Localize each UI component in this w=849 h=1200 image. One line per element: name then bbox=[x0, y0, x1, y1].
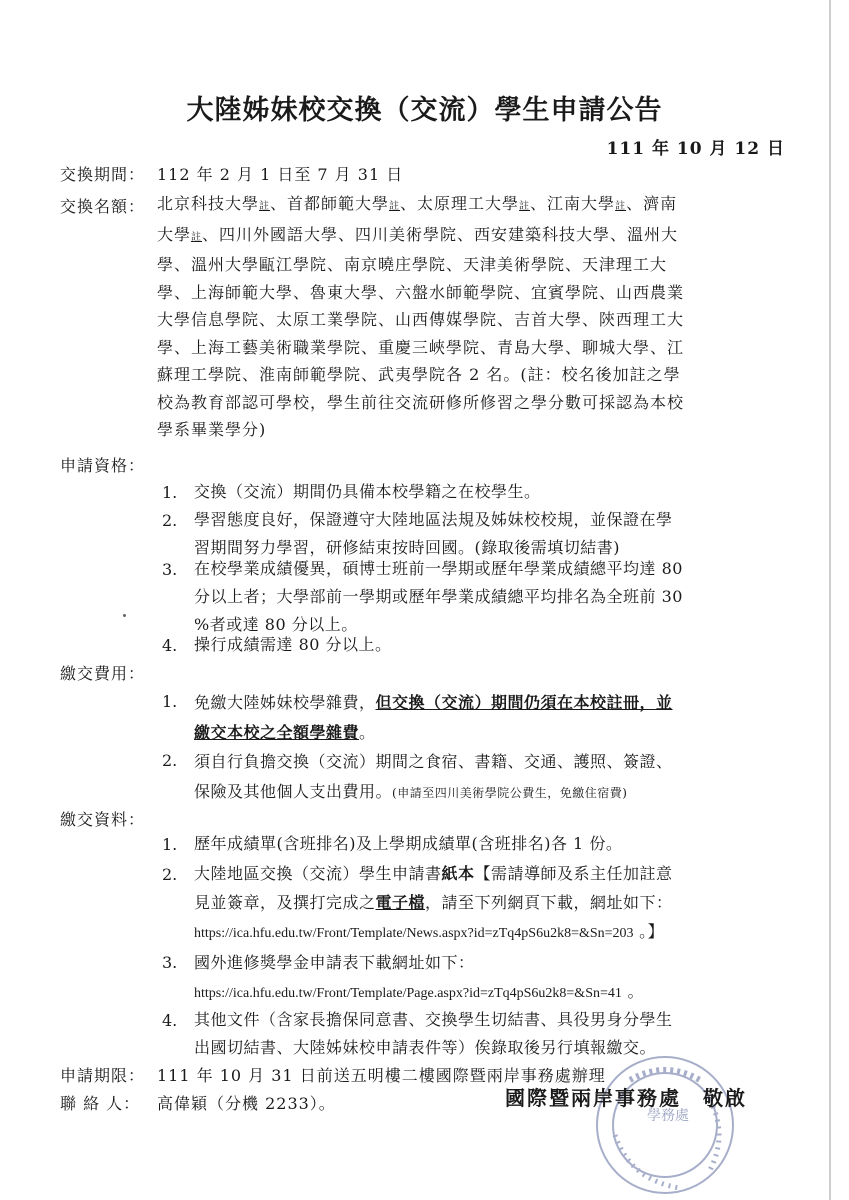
item-number: 3. bbox=[162, 953, 178, 972]
item-number: 2. bbox=[162, 865, 178, 884]
fee-waiver-text: 免繳大陸姊妹校學雜費， bbox=[194, 693, 376, 712]
item-text: 習期間努力學習，研修結束按時回國。(錄取後需填切結書) bbox=[194, 538, 620, 557]
eligibility-item bbox=[194, 555, 790, 639]
quota-line: 校為教育部認可學校，學生前往交流研修所修習之學分數可採認為本校 bbox=[157, 392, 685, 412]
fee-note: (申請至四川美術學院公費生，免繳住宿費) bbox=[392, 786, 628, 800]
documents-item bbox=[194, 1006, 790, 1062]
quota-label: 交換名額： bbox=[60, 197, 146, 216]
documents-label: 繳交資料： bbox=[60, 810, 146, 829]
eligibility-label: 申請資格： bbox=[60, 456, 146, 475]
quota-line: 學、上海工藝美術職業學院、重慶三峽學院、青島大學、聊城大學、江 bbox=[157, 337, 685, 357]
item-text: 在校學業成績優異，碩博士班前一學期或歷年學業成績總平均達 80 bbox=[194, 559, 683, 578]
fee-register-text: 但交換（交流）期間仍須在本校註冊，並 bbox=[375, 693, 673, 712]
item-text: 出國切結書、大陸姊妹校申請表件等）俟錄取後另行填報繳交。 bbox=[194, 1038, 657, 1057]
documents-item: 國外進修獎學金申請表下載網址如下： https://ica.hfu.edu.tw/Front/Template/Page.aspx?id=zTq4pS6u2k8=&Sn=41 。 bbox=[194, 948, 790, 1008]
contact-value: 高偉穎（分機 2233）。 bbox=[157, 1094, 336, 1113]
item-number: 1. bbox=[162, 835, 178, 854]
item-text: 交換（交流）期間仍具備本校學籍之在校學生。 bbox=[194, 482, 541, 501]
deadline-label: 申請期限： bbox=[60, 1066, 146, 1085]
item-number: 4. bbox=[162, 1011, 178, 1030]
paper-copy-text: 紙本 bbox=[441, 864, 475, 883]
quota-line: 學、上海師範大學、魯東大學、六盤水師範學院、宜賓學院、山西農業 bbox=[157, 282, 685, 302]
item-text: 須自行負擔交換（交流）期間之食宿、書籍、交通、護照、簽證、 bbox=[194, 752, 673, 771]
contact-label: 聯 絡 人： bbox=[60, 1094, 141, 1113]
quota-line: 北京科技大學註、首都師範大學註、太原理工大學註、江南大學註、濟南 bbox=[157, 194, 678, 213]
item-number: 2. bbox=[162, 751, 178, 770]
item-number: 1. bbox=[162, 692, 178, 711]
period-value: 112 年 2 月 1 日至 7 月 31 日 bbox=[157, 165, 404, 184]
eligibility-item bbox=[194, 506, 790, 562]
eligibility-item bbox=[194, 478, 790, 506]
item-text: 分以上者；大學部前一學期或歷年學業成績總平均排名為全班前 30 bbox=[194, 587, 683, 606]
seal-text: 學務處 bbox=[647, 1108, 689, 1124]
item-text: 其他文件（含家長擔保同意書、交換學生切結書、具役男身分學生 bbox=[194, 1010, 673, 1029]
announcement-date: 111 年 10 月 12 日 bbox=[606, 139, 785, 159]
quota-line: 蘇理工學院、淮南師範學院、武夷學院各 2 名。(註：校名後加註之學 bbox=[157, 365, 681, 384]
item-text: 國外進修獎學金申請表下載網址如下： bbox=[194, 953, 475, 972]
item-number: 4. bbox=[162, 636, 178, 655]
item-number: 2. bbox=[162, 511, 178, 530]
item-text: %者或達 80 分以上。 bbox=[194, 615, 358, 634]
item-number: 3. bbox=[162, 560, 178, 579]
fee-tuition-text: 繳交本校之全額學雜費 bbox=[194, 723, 360, 742]
item-text: 保險及其他個人支出費用。 bbox=[194, 782, 393, 801]
page-title: 大陸姊妹校交換（交流）學生申請公告 bbox=[186, 95, 663, 126]
quota-line: 學、溫州大學甌江學院、南京曉庄學院、天津美術學院、天津理工大 bbox=[157, 255, 668, 274]
scan-speck bbox=[123, 614, 126, 617]
item-text: 學習態度良好，保證遵守大陸地區法規及姊妹校校規，並保證在學 bbox=[194, 510, 673, 529]
documents-item: 大陸地區交換（交流）學生申請書紙本【需請導師及系主任加註意 見並簽章，及撰打完成之電子檔，請至下列網頁下載，網址如下： https://ica.hfu.edu.tw/Front/Template/News.aspx?id=zTq4pS6u2k8=&Sn=203 。】 bbox=[194, 864, 673, 941]
electronic-file-text: 電子檔 bbox=[375, 893, 426, 912]
quota-text bbox=[157, 190, 789, 444]
item-text: 操行成績需達 80 分以上。 bbox=[194, 635, 392, 654]
eligibility-item bbox=[194, 631, 790, 659]
fees-item: 免繳大陸姊妹校學雜費，但交換（交流）期間仍須在本校註冊，並 繳交本校之全額學雜費。 bbox=[194, 693, 673, 742]
fees-item bbox=[194, 747, 790, 808]
quota-line: 大學信息學院、太原工業學院、山西傳媒學院、吉首大學、陝西理工大 bbox=[157, 310, 685, 329]
fees-label: 繳交費用： bbox=[60, 664, 146, 683]
documents-item bbox=[194, 830, 790, 858]
page-edge bbox=[829, 0, 831, 1200]
item-text: 歷年成績單(含班排名)及上學期成績單(含班排名)各 1 份。 bbox=[194, 834, 623, 853]
item-number: 1. bbox=[162, 483, 178, 502]
scholarship-link[interactable]: https://ica.hfu.edu.tw/Front/Template/Page.aspx?id=zTq4pS6u2k8=&Sn=41 bbox=[194, 986, 622, 1001]
deadline-value: 111 年 10 月 31 日前送五明樓二樓國際暨兩岸事務處辦理 bbox=[157, 1066, 606, 1085]
quota-line: 大學註、四川外國語大學、四川美術學院、西安建築科技大學、溫州大 bbox=[157, 224, 679, 244]
quota-line: 學系畢業學分) bbox=[157, 420, 267, 439]
period-label: 交換期間： bbox=[60, 165, 146, 184]
signature: 國際暨兩岸事務處 敬啟 bbox=[505, 1086, 747, 1110]
download-link[interactable]: https://ica.hfu.edu.tw/Front/Template/News.aspx?id=zTq4pS6u2k8=&Sn=203 bbox=[194, 926, 634, 941]
